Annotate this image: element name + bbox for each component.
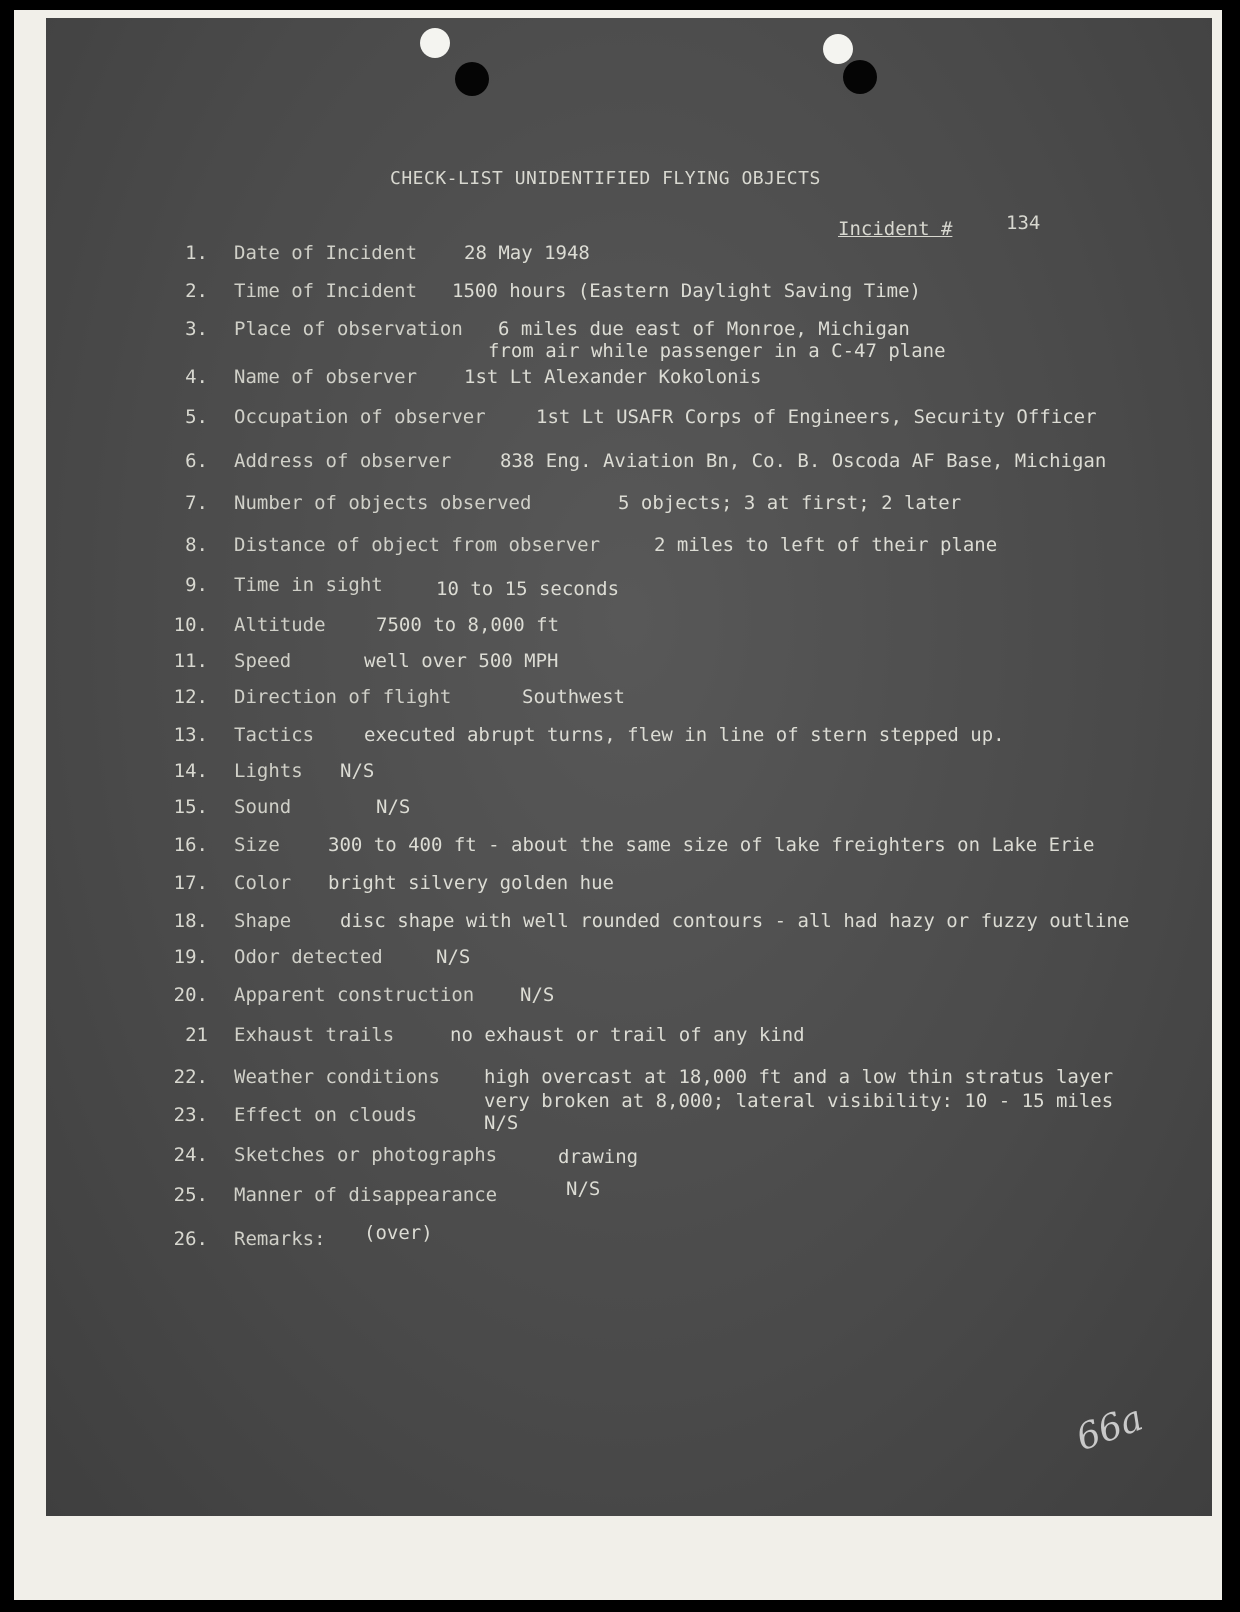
item-number: 9.	[185, 574, 208, 596]
item-value-continued: very broken at 8,000; lateral visibility: 10 - 15 miles	[484, 1090, 1114, 1112]
item-number: 8.	[185, 534, 208, 556]
item-label: Odor detected	[234, 946, 383, 968]
item-value: executed abrupt turns, flew in line of stern stepped up.	[364, 724, 1005, 746]
item-value: 1500 hours (Eastern Daylight Saving Time)	[452, 280, 921, 302]
item-number: 7.	[185, 492, 208, 514]
item-value: high overcast at 18,000 ft and a low thin stratus layer	[484, 1066, 1114, 1088]
item-number: 23.	[173, 1104, 208, 1126]
item-value: well over 500 MPH	[364, 650, 559, 672]
item-value: 1st Lt USAFR Corps of Engineers, Security Officer	[536, 406, 1097, 428]
item-label: Remarks:	[234, 1228, 326, 1250]
punch-hole-left-white	[420, 28, 450, 58]
item-label: Address of observer	[234, 450, 452, 472]
item-value: N/S	[566, 1178, 601, 1200]
item-number: 5.	[185, 406, 208, 428]
item-label: Manner of disappearance	[234, 1184, 498, 1206]
item-value: 28 May 1948	[464, 242, 590, 264]
item-value: 5 objects; 3 at first; 2 later	[618, 492, 962, 514]
item-number: 19.	[173, 946, 208, 968]
item-number: 6.	[185, 450, 208, 472]
item-value: N/S	[376, 796, 411, 818]
item-number: 26.	[173, 1228, 208, 1250]
item-value: Southwest	[522, 686, 625, 708]
incident-number: 134	[1006, 212, 1041, 234]
item-number: 12.	[173, 686, 208, 708]
item-number: 18.	[173, 910, 208, 932]
item-value: 10 to 15 seconds	[436, 578, 620, 600]
item-value: bright silvery golden hue	[328, 872, 614, 894]
handwritten-page-note: 66a	[1071, 1397, 1149, 1460]
item-label: Exhaust trails	[234, 1024, 395, 1046]
punch-hole-right-black	[843, 60, 877, 94]
item-number: 2.	[185, 280, 208, 302]
item-value: N/S	[340, 760, 375, 782]
item-number: 21	[185, 1024, 208, 1046]
item-number: 22.	[173, 1066, 208, 1088]
item-value: N/S	[484, 1112, 519, 1134]
item-number: 14.	[173, 760, 208, 782]
item-value-continued: from air while passenger in a C-47 plane	[488, 340, 946, 362]
item-label: Name of observer	[234, 366, 418, 388]
item-label: Time in sight	[234, 574, 383, 596]
item-value: 6 miles due east of Monroe, Michigan	[498, 318, 910, 340]
item-value: no exhaust or trail of any kind	[450, 1024, 805, 1046]
item-value: (over)	[364, 1222, 433, 1244]
item-label: Lights	[234, 760, 303, 782]
item-number: 15.	[173, 796, 208, 818]
document-title: CHECK-LIST UNIDENTIFIED FLYING OBJECTS	[390, 168, 821, 189]
item-value: N/S	[436, 946, 471, 968]
item-number: 11.	[173, 650, 208, 672]
item-label: Place of observation	[234, 318, 463, 340]
item-number: 20.	[173, 984, 208, 1006]
item-label: Distance of object from observer	[234, 534, 601, 556]
item-label: Tactics	[234, 724, 315, 746]
item-label: Size	[234, 834, 280, 856]
item-value: disc shape with well rounded contours - all had hazy or fuzzy outline	[340, 910, 1130, 932]
item-label: Shape	[234, 910, 292, 932]
item-label: Effect on clouds	[234, 1104, 418, 1126]
item-number: 3.	[185, 318, 208, 340]
item-value: 838 Eng. Aviation Bn, Co. B. Oscoda AF Base, Michigan	[500, 450, 1107, 472]
item-label: Occupation of observer	[234, 406, 486, 428]
item-number: 1.	[185, 242, 208, 264]
photostat-sheet	[46, 18, 1212, 1516]
punch-hole-left-black	[455, 62, 489, 96]
incident-label: Incident #	[838, 218, 953, 240]
item-label: Time of Incident	[234, 280, 418, 302]
item-number: 24.	[173, 1144, 208, 1166]
item-value: N/S	[520, 984, 555, 1006]
item-label: Sketches or photographs	[234, 1144, 498, 1166]
item-value: 7500 to 8,000 ft	[376, 614, 560, 636]
item-value: drawing	[558, 1146, 639, 1168]
item-value: 1st Lt Alexander Kokolonis	[464, 366, 762, 388]
item-label: Direction of flight	[234, 686, 452, 708]
item-value: 2 miles to left of their plane	[654, 534, 998, 556]
item-number: 4.	[185, 366, 208, 388]
item-label: Speed	[234, 650, 292, 672]
item-number: 13.	[173, 724, 208, 746]
item-value: 300 to 400 ft - about the same size of lake freighters on Lake Erie	[328, 834, 1095, 856]
item-number: 10.	[173, 614, 208, 636]
punch-hole-right-white	[823, 34, 853, 64]
item-label: Weather conditions	[234, 1066, 440, 1088]
item-number: 17.	[173, 872, 208, 894]
item-label: Date of Incident	[234, 242, 418, 264]
item-label: Sound	[234, 796, 292, 818]
item-label: Altitude	[234, 614, 326, 636]
item-label: Color	[234, 872, 292, 894]
item-label: Apparent construction	[234, 984, 475, 1006]
item-label: Number of objects observed	[234, 492, 532, 514]
item-number: 16.	[173, 834, 208, 856]
item-number: 25.	[173, 1184, 208, 1206]
